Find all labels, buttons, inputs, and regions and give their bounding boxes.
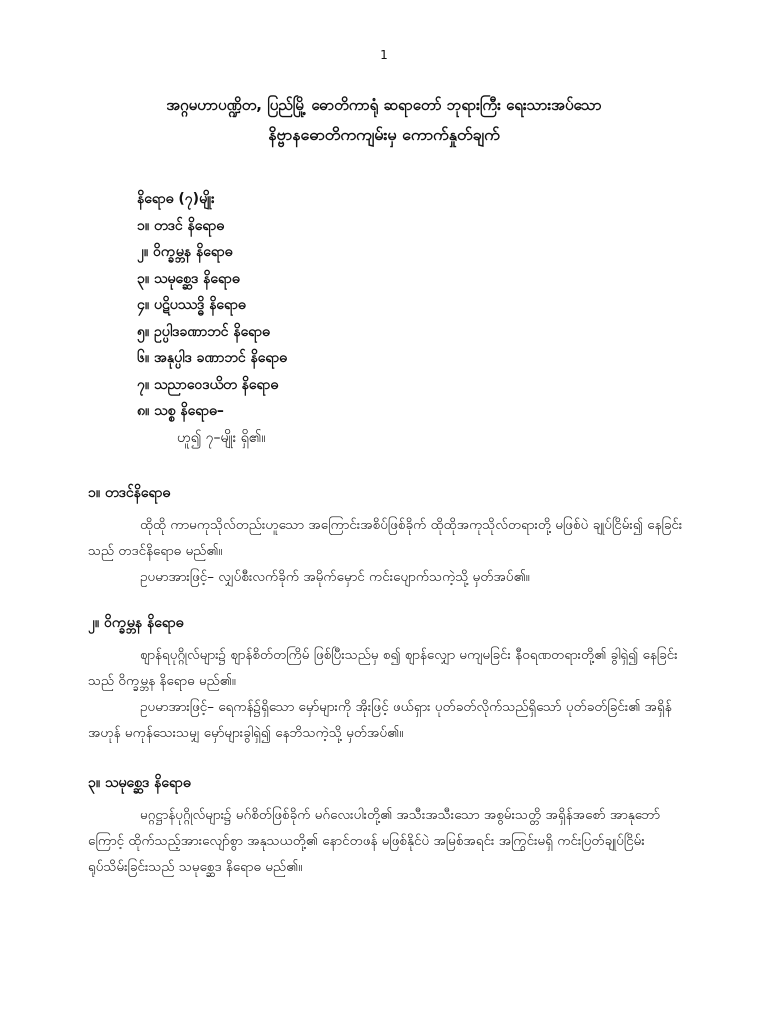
toc-item: ၂။ ဝိက္ခမ္ဘန နိရောဓ [137,244,233,260]
section-samuccheda [88,770,688,880]
section-heading: ၃။ သမုစ္ဆေဒ နိရောဓ [88,775,191,791]
section-heading: ၂။ ဝိက္ခမ္ဘန နိရောဓ [88,615,184,631]
section-paragraph: မဂ္ဂဋ္ဌာန်ပုဂ္ဂိုလ်များ၌ မဂ်စိတ်ဖြစ်ခိုက် မဂ်လေးပါးတို့၏ အသီးအသီးသော အစွမ်းသတ္တိ အရှိန်အစော် အာနုဘော်ကြောင့် ထိုက်သည့်အားလျော်စွာ အနုသယတို့၏ နောင်တဖန် မဖြစ်နိုင်ပဲ အမြစ်အရင်း အကြွင်းမရှိ ကင်းပြတ်ချုပ်ငြိမ်း ရုပ်သိမ်းခြင်းသည် သမုစ္ဆေဒ နိရောဓ မည်၏။ [88,807,661,875]
toc-item: ၆။ အနုပ္ပါဒ ခဏာဘင် နိရောဓ [137,350,288,366]
section-paragraph: ဥပမာအားဖြင့်– လျှပ်စီးလက်ခိုက် အမိုက်မှောင် ကင်းပျောက်သကဲ့သို့ မှတ်အပ်၏။ [140,569,530,585]
section-paragraph: ထိုထို ကာမကုသိုလ်တည်းဟူသော အကြောင်းအစိပ်ဖြစ်ခိုက် ထိုထိုအကုသိုလ်တရားတို့ မဖြစ်ပဲ ချုပ်ငြိမ်း၍ နေခြင်းသည် တဒင်နိရောဓ မည်၏။ [88,517,683,559]
document-title: နိဗ္ဗာနဓောတိကကျမ်းမှ ကောက်နှုတ်ချက် [268,125,500,144]
section-tadanga [88,480,688,590]
toc-item: ၁။ တဒင် နိရောဓ [137,217,225,234]
toc-heading: နိရောဓ (၇)မျိုး [137,191,215,207]
toc-item: ၅။ ဥပ္ပါဒခဏာဘင် နိရောဓ [137,323,270,340]
section-paragraph: ဥပမာအားဖြင့်– ရေကန်၌ရှိသော မှော်များကို အိုးဖြင့် ဖယ်ရှား ပုတ်ခတ်လိုက်သည်ရှိသော် ပုတ်ခတ်ခြင်း၏ အရှိန် အဟုန် မကုန်သေးသမျှ မှော်များခွါရှဲ၍ နေဘိသကဲ့သို့ မှတ်အပ်၏။ [88,699,672,741]
toc-item: ၄။ ပဋိပဿဒ္ဓိ နိရောဓ [137,297,246,313]
toc-note: ဟူ၍ ၇–မျိုး ရှိ၏။ [177,429,266,446]
section-heading: ၁။ တဒင်နိရောဓ [88,485,171,501]
toc-item: ၈။ သစ္စ နိရောဓ– [137,403,224,419]
section-vikkhambhana [88,610,688,746]
toc-list [137,186,287,451]
page-number: 1 [380,48,388,62]
toc-item: ၃။ သမုစ္ဆေဒ နိရောဓ [137,270,240,287]
toc-item: ၇။ သညာဝေဒယိတ နိရောဓ [137,376,279,393]
section-paragraph: ဈာန်ရပုဂ္ဂိုလ်များ၌ ဈာန်စိတ်တကြိမ် ဖြစ်ပြီးသည်မှ စ၍ ဈာန်လျှော မကျမခြင်း နီဝရဏတရားတို့၏ ခွါရှဲ၍ နေခြင်းသည် ဝိက္ခမ္ဘန နိရောဓ မည်၏။ [88,647,678,689]
title-line-1: အဂ္ဂမဟာပဏ္ဍိတ, ပြည်မြို့ ဓောတိကာရုံ ဆရာတော် ဘုရားကြီး ရေးသားအပ်သော [166,96,602,114]
